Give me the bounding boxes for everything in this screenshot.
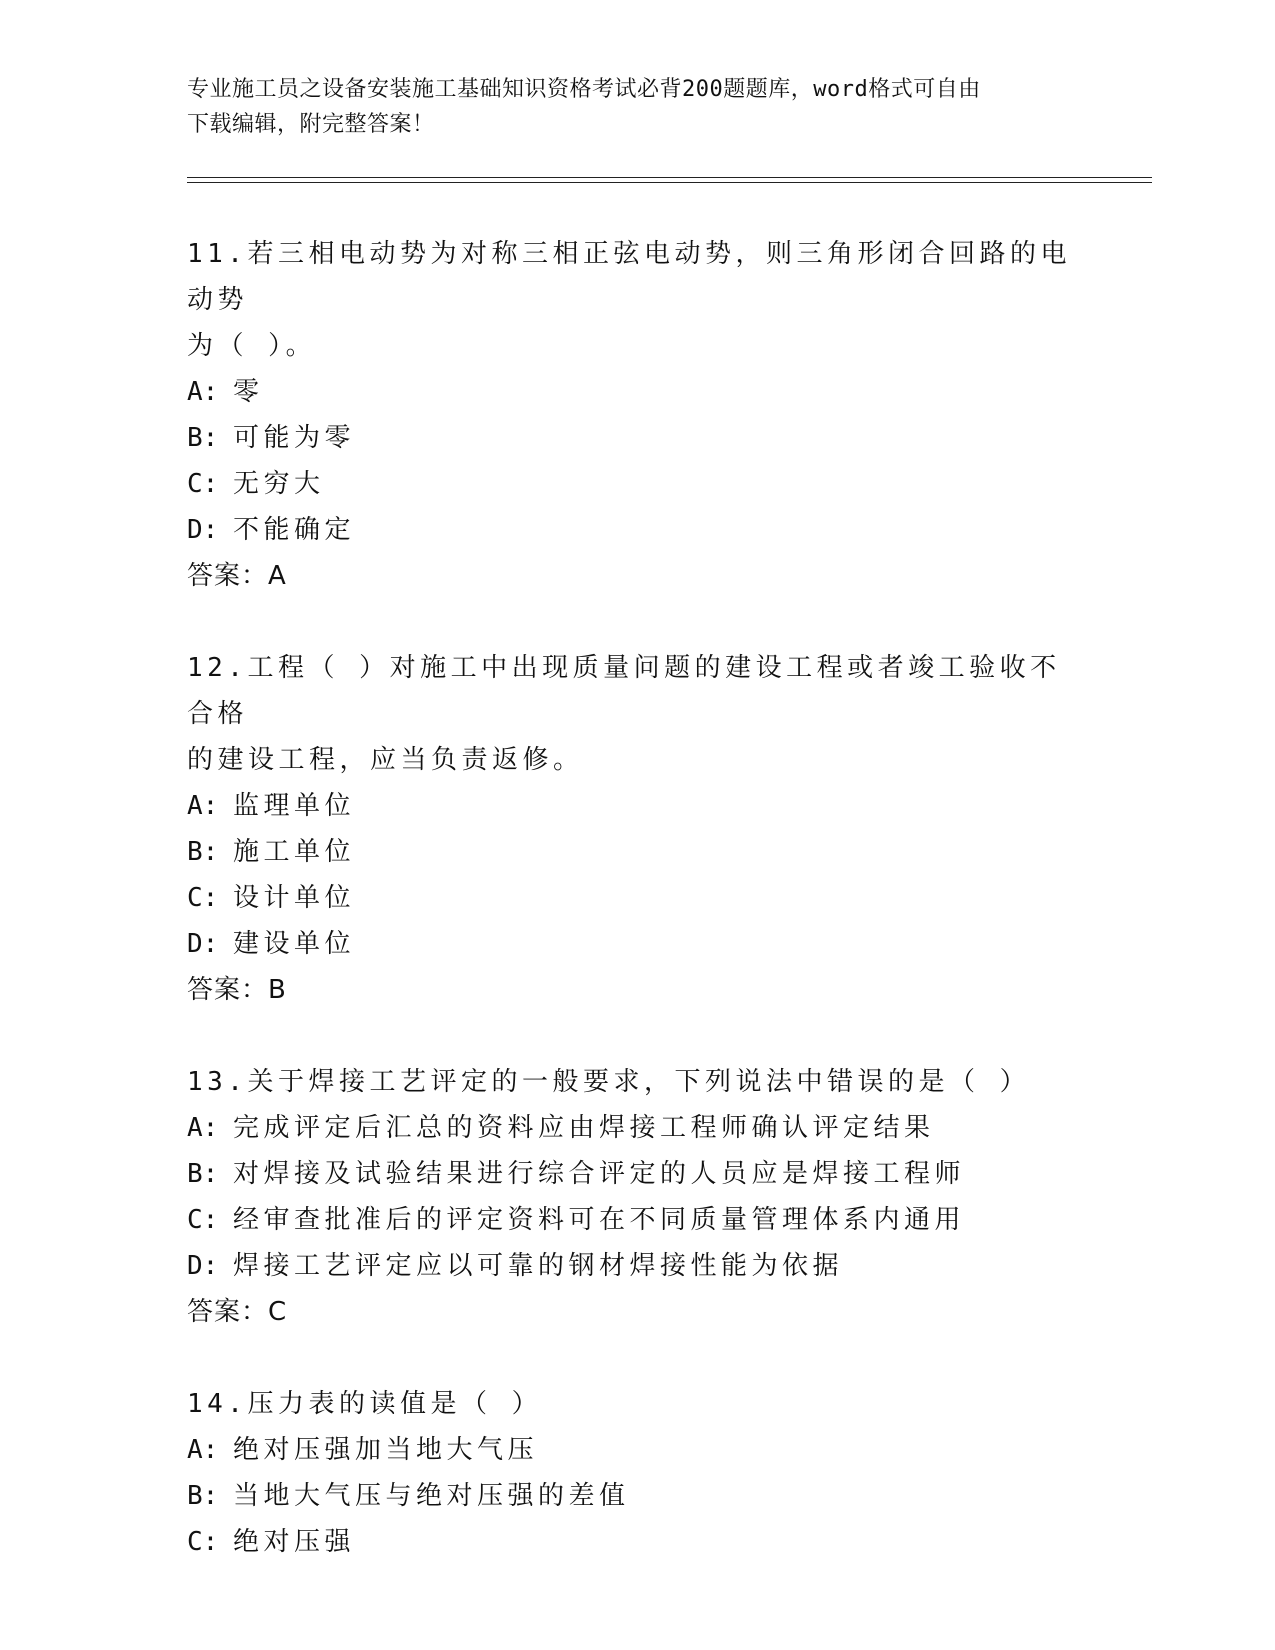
option-text: 绝对压强加当地大气压: [233, 1435, 539, 1465]
option-text: 不能确定: [233, 515, 356, 545]
header-divider-top: [187, 177, 1152, 178]
option-label: B:: [187, 1481, 219, 1511]
option-label: C:: [187, 469, 219, 499]
answer-line: 答案：B: [187, 975, 287, 1005]
option-label: C:: [187, 883, 219, 913]
option-label: D:: [187, 929, 219, 959]
option-label: A:: [187, 1435, 219, 1465]
answer-line: 答案：C: [187, 1297, 288, 1327]
option-label: B:: [187, 837, 219, 867]
answer-line: 答案：A: [187, 561, 287, 591]
question-stem: 11.若三相电动势为对称三相正弦电动势，则三角形闭合回路的电动势: [187, 239, 1071, 315]
option-text: 施工单位: [233, 837, 356, 867]
option-label: A:: [187, 1113, 219, 1143]
option-text: 当地大气压与绝对压强的差值: [233, 1481, 630, 1511]
option-d: [187, 921, 1077, 967]
option-c: [187, 875, 1077, 921]
option-c: [187, 1519, 1077, 1565]
option-b: [187, 415, 1077, 461]
question-14: [187, 1381, 1077, 1565]
option-c: [187, 461, 1077, 507]
option-label: D:: [187, 1251, 219, 1281]
question-13: [187, 1059, 1077, 1335]
option-text: 对焊接及试验结果进行综合评定的人员应是焊接工程师: [233, 1159, 966, 1189]
question-list: [187, 231, 1077, 1611]
option-a: [187, 1105, 1077, 1151]
option-text: 设计单位: [233, 883, 356, 913]
option-label: A:: [187, 377, 219, 407]
option-a: [187, 369, 1077, 415]
question-stem: 13.关于焊接工艺评定的一般要求，下列说法中错误的是（ ）: [187, 1067, 1031, 1097]
option-c: [187, 1197, 1077, 1243]
question-stem: 12.工程（ ）对施工中出现质量问题的建设工程或者竣工验收不合格: [187, 653, 1061, 729]
option-label: A:: [187, 791, 219, 821]
option-label: C:: [187, 1205, 219, 1235]
option-b: [187, 829, 1077, 875]
option-text: 经审查批准后的评定资料可在不同质量管理体系内通用: [233, 1205, 966, 1235]
question-11: [187, 231, 1077, 599]
header-title-line-2: 下载编辑，附完整答案！: [187, 112, 435, 137]
question-stem: 14.压力表的读值是（ ）: [187, 1389, 543, 1419]
option-d: [187, 1243, 1077, 1289]
option-text: 监理单位: [233, 791, 356, 821]
option-text: 无穷大: [233, 469, 325, 499]
option-label: D:: [187, 515, 219, 545]
option-a: [187, 783, 1077, 829]
option-label: B:: [187, 423, 219, 453]
option-text: 绝对压强: [233, 1527, 356, 1557]
option-label: B:: [187, 1159, 219, 1189]
option-text: 可能为零: [233, 423, 356, 453]
question-stem-continued: 为（ ）。: [187, 331, 317, 361]
option-text: 完成评定后汇总的资料应由焊接工程师确认评定结果: [233, 1113, 935, 1143]
header-divider-bottom: [187, 182, 1152, 183]
option-text: 建设单位: [233, 929, 356, 959]
question-stem-continued: 的建设工程，应当负责返修。: [187, 745, 584, 775]
option-b: [187, 1473, 1077, 1519]
option-label: C:: [187, 1527, 219, 1557]
option-text: 零: [233, 377, 264, 407]
document-header: [187, 72, 1067, 142]
header-title-line-1: 专业施工员之设备安装施工基础知识资格考试必背200题题库，word格式可自由: [187, 77, 981, 102]
option-b: [187, 1151, 1077, 1197]
option-d: [187, 507, 1077, 553]
option-a: [187, 1427, 1077, 1473]
option-text: 焊接工艺评定应以可靠的钢材焊接性能为依据: [233, 1251, 844, 1281]
question-12: [187, 645, 1077, 1013]
